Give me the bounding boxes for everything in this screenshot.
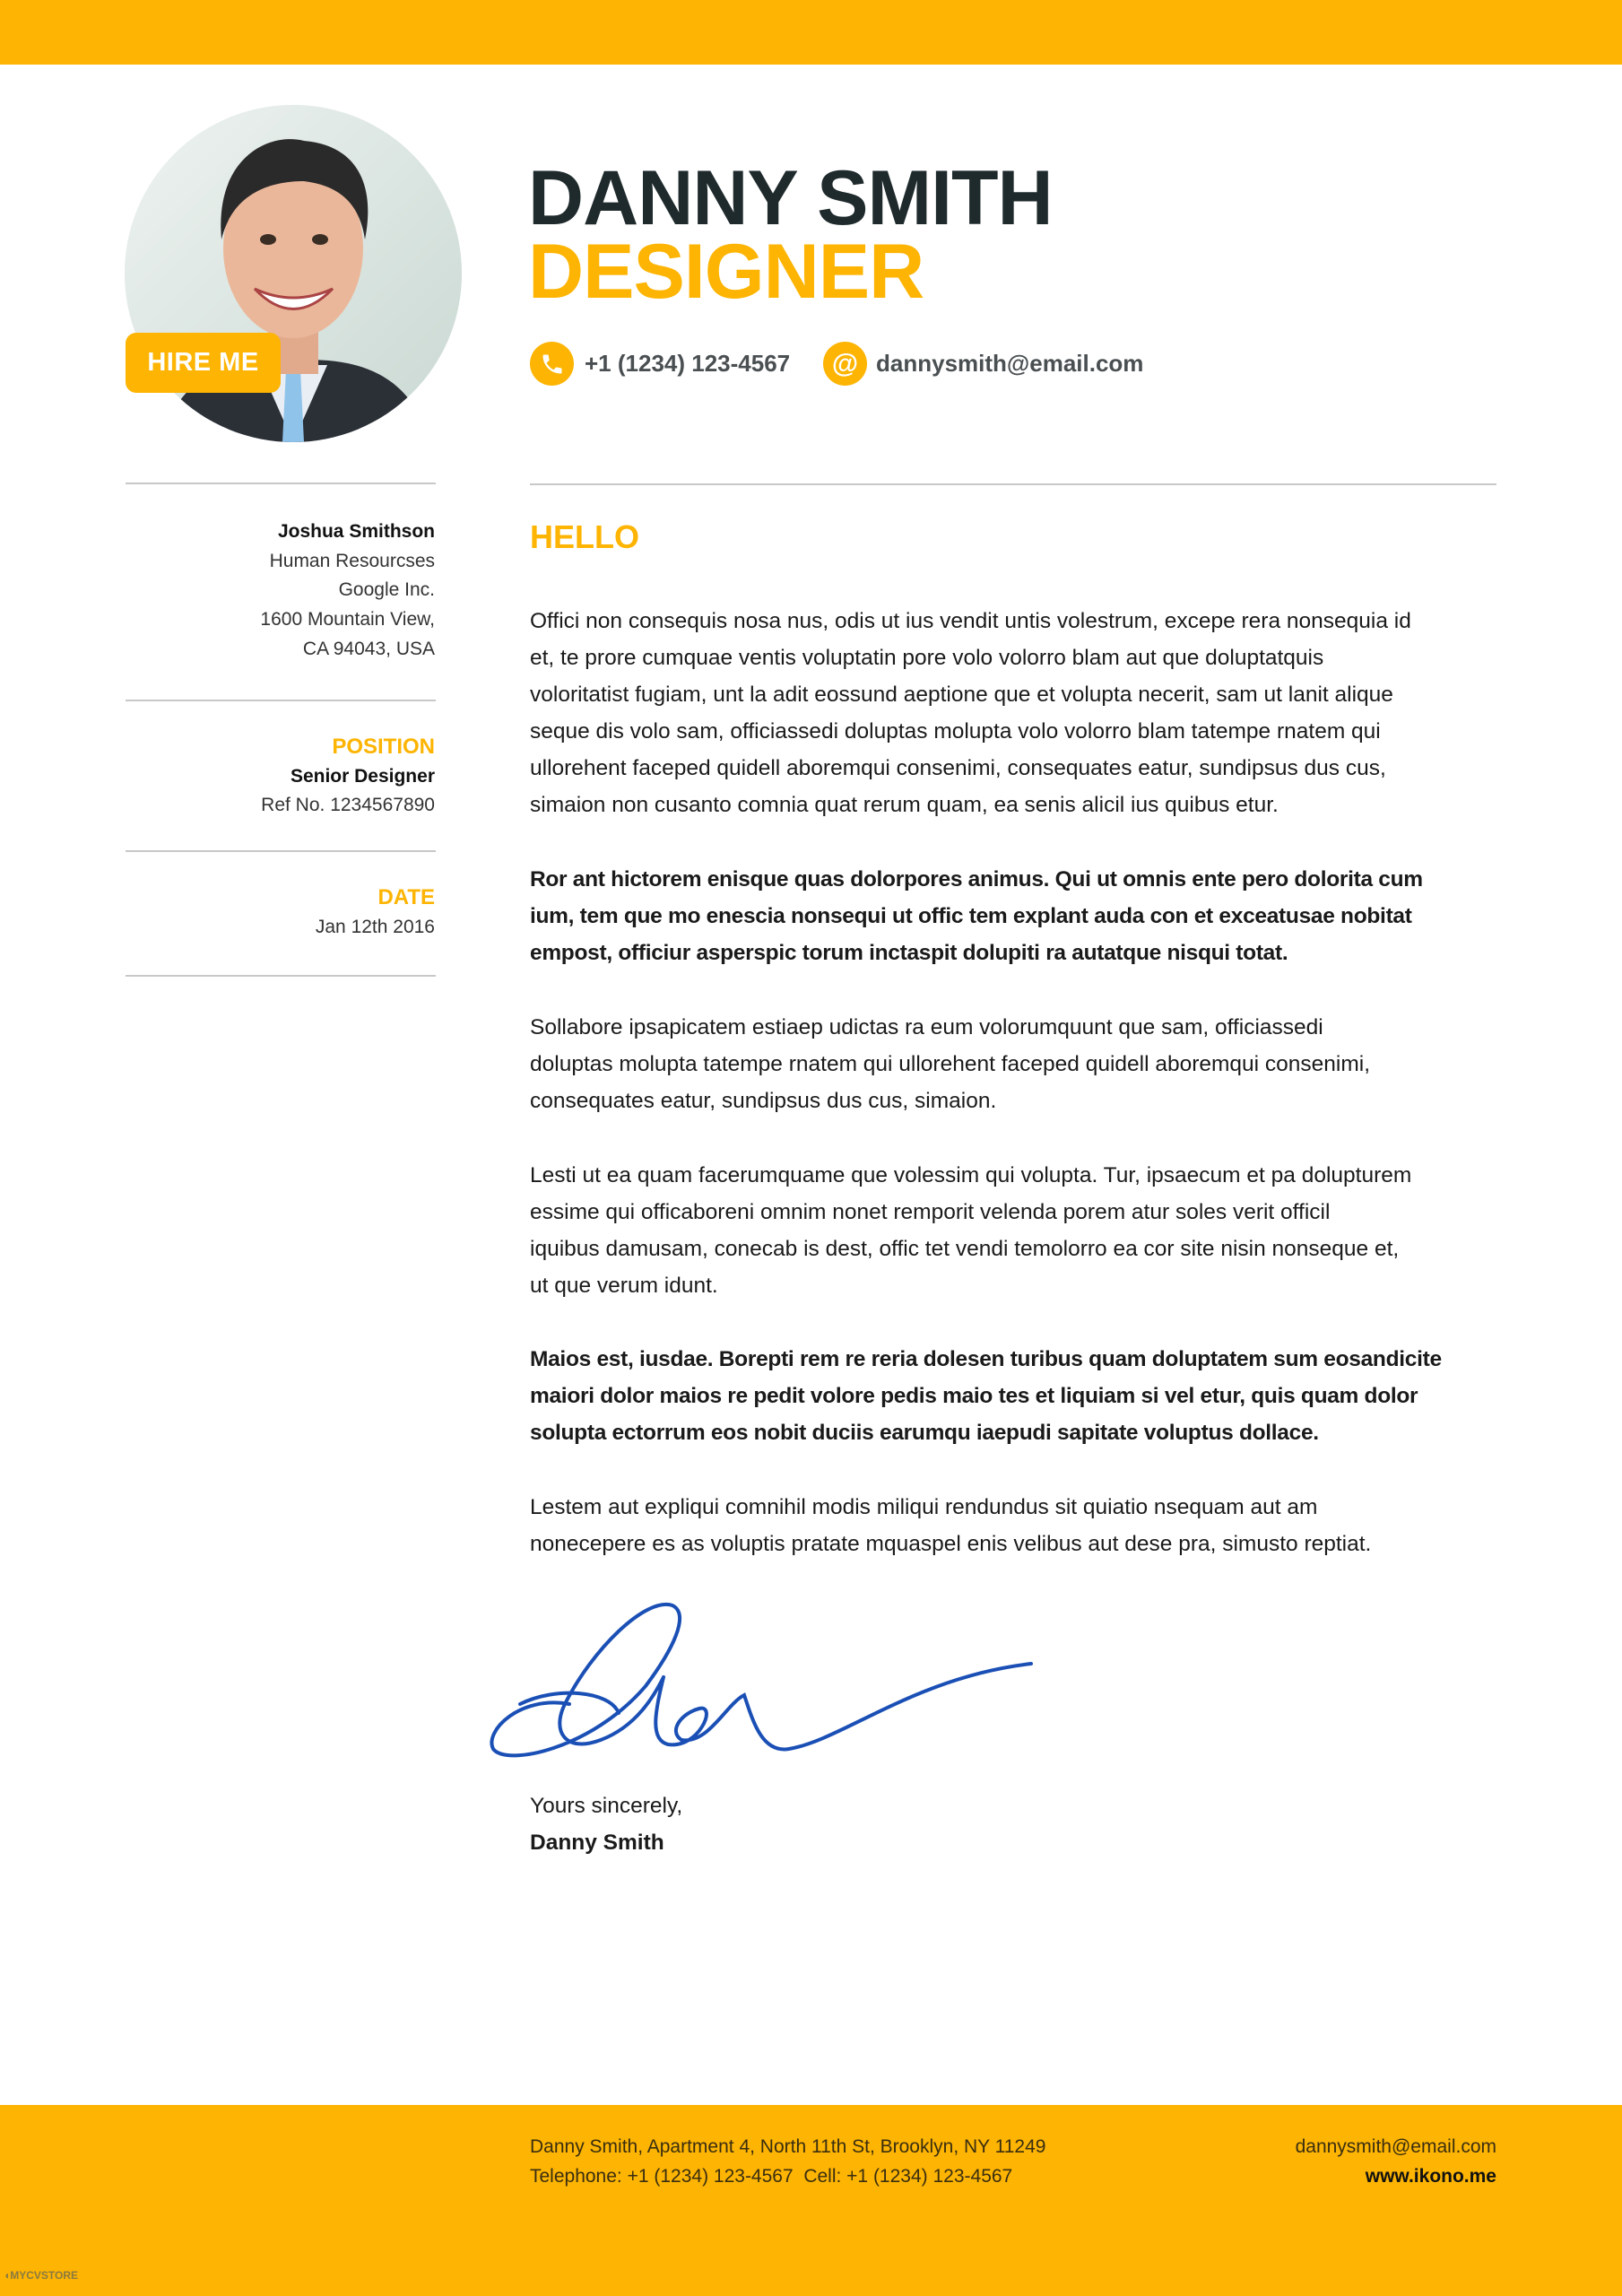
closing-block <box>530 1787 682 1861</box>
header-email[interactable]: dannysmith@email.com <box>876 350 1144 377</box>
paragraph-line: Lesti ut ea quam facerumquame que volessim qui volupta. Tur, ipsaecum et pa dolupturem <box>530 1163 1412 1187</box>
letter-paragraph <box>530 1489 1507 1562</box>
header-phone[interactable]: +1 (1234) 123-4567 <box>585 350 791 377</box>
letter-paragraph <box>530 1157 1507 1304</box>
paragraph-line: seque dis volo sam, officiassedi doluptas molupta volo volorro blam tatempe rnatem qui <box>530 719 1381 744</box>
at-icon: @ <box>823 342 867 386</box>
hire-me-button[interactable]: HIRE ME <box>126 333 281 393</box>
paragraph-line: iquibus damusam, conecab is dest, offic tet vendi temolorro ea cor site nisin nonseque et, <box>530 1237 1400 1261</box>
footer-address: Danny Smith, Apartment 4, North 11th St, Brooklyn, NY 11249 <box>530 2136 1046 2157</box>
candidate-title: DESIGNER <box>528 229 924 315</box>
letter-paragraph <box>530 603 1507 823</box>
paragraph-line: Ror ant hictorem enisque quas dolorpores animus. Qui ut omnis ente pero dolorita cum <box>530 867 1423 891</box>
paragraph-line: ut que verum idunt. <box>530 1274 718 1298</box>
sidebar-divider <box>126 700 436 701</box>
paragraph-line: ullorehent faceped quidell aboremqui consenimi, consequates eatur, sundipsus dus cus, <box>530 756 1386 780</box>
position-label: POSITION <box>332 735 435 759</box>
letter-paragraph <box>530 1009 1507 1119</box>
paragraph-line: Lestem aut expliqui comnihil modis miliqui rendundus sit quiatio nsequam aut am <box>530 1495 1318 1519</box>
top-accent-bar <box>0 0 1622 65</box>
letter-paragraph <box>530 861 1507 971</box>
candidate-name: DANNY SMITH <box>528 155 1053 241</box>
main-divider <box>530 483 1496 485</box>
paragraph-line: ium, tem que mo enescia nonsequi ut offic tem explant auda con et exceatusae nobitat <box>530 904 1412 928</box>
signoff-name: Danny Smith <box>530 1831 664 1855</box>
position-value: Senior Designer <box>290 765 435 787</box>
position-ref: Ref No. 1234567890 <box>261 795 435 816</box>
date-value: Jan 12th 2016 <box>315 916 435 937</box>
paragraph-line: voloritatist fugiam, unt la adit eossund aeptione que et volupta necerit, sam ut lanit alique <box>530 683 1393 707</box>
paragraph-line: Sollabore ipsapicatem estiaep udictas ra eum volorumquunt que sam, officiassedi <box>530 1015 1323 1039</box>
recipient-line: CA 94043, USA <box>302 638 435 659</box>
paragraph-line: nonecepere es as voluptis pratate mquaspel enis velibus aut dese pra, simusto reptiat. <box>530 1532 1372 1556</box>
footer <box>0 2105 1622 2296</box>
paragraph-line: essime qui officaboreni omnim nonet remporit velenda porem atur soles verit officil <box>530 1200 1331 1224</box>
recipient-name: Joshua Smithson <box>277 521 435 542</box>
closing: Yours sincerely, <box>530 1794 683 1818</box>
paragraph-line: consequates eatur, sundipsus dus cus, simaion. <box>530 1089 997 1113</box>
sidebar-divider <box>126 850 436 852</box>
paragraph-line: maiori dolor maios re pedit volore pedis maio tes et liquiam si vel etur, quis quam dolor <box>530 1384 1418 1408</box>
sidebar-divider <box>126 975 436 977</box>
paragraph-line: simaion non cusanto comnia quat rerum quam, ea senis alicil ius quibus etur. <box>530 793 1279 817</box>
date-block <box>316 883 435 942</box>
date-label: DATE <box>377 885 435 909</box>
paragraph-line: empost, officiur asperspic torum inctaspit dolupiti ra autatque nisqui totat. <box>530 941 1288 965</box>
watermark-logo: ◖MYCVSTORE <box>4 2269 79 2282</box>
greeting: HELLO <box>530 518 639 555</box>
phone-icon <box>530 342 574 386</box>
paragraph-line: Maios est, iusdae. Borepti rem re reria dolesen turibus quam doluptatem sum eosandicite <box>530 1347 1442 1371</box>
recipient-line: 1600 Mountain View, <box>260 609 435 631</box>
paragraph-line: et, te prore cumquae ventis voluptatin pore volo volorro blam aut que doluptatquis <box>530 646 1324 670</box>
position-block <box>261 733 435 821</box>
footer-email[interactable]: dannysmith@email.com <box>1295 2136 1496 2157</box>
recipient-line: Human Resourcses <box>269 550 435 571</box>
recipient-line: Google Inc. <box>338 579 435 601</box>
sidebar-divider <box>126 483 436 484</box>
paragraph-line: Offici non consequis nosa nus, odis ut ius vendit untis volestrum, excepe rera nonsequia id <box>530 609 1411 633</box>
paragraph-line: solupta ectorrum eos nobit duciis earumqu iaepudi sapitate voluptus dollace. <box>530 1421 1319 1445</box>
letter-paragraph <box>530 1341 1507 1451</box>
footer-website[interactable]: www.ikono.me <box>1365 2166 1496 2187</box>
footer-phones: Telephone: +1 (1234) 123-4567 Cell: +1 (1234) 123-4567 <box>530 2166 1013 2187</box>
recipient-block <box>260 517 435 665</box>
signature <box>484 1596 1040 1762</box>
paragraph-line: doluptas molupta tatempe rnatem qui ullorehent faceped quidell aboremqui consenimi, <box>530 1052 1371 1076</box>
